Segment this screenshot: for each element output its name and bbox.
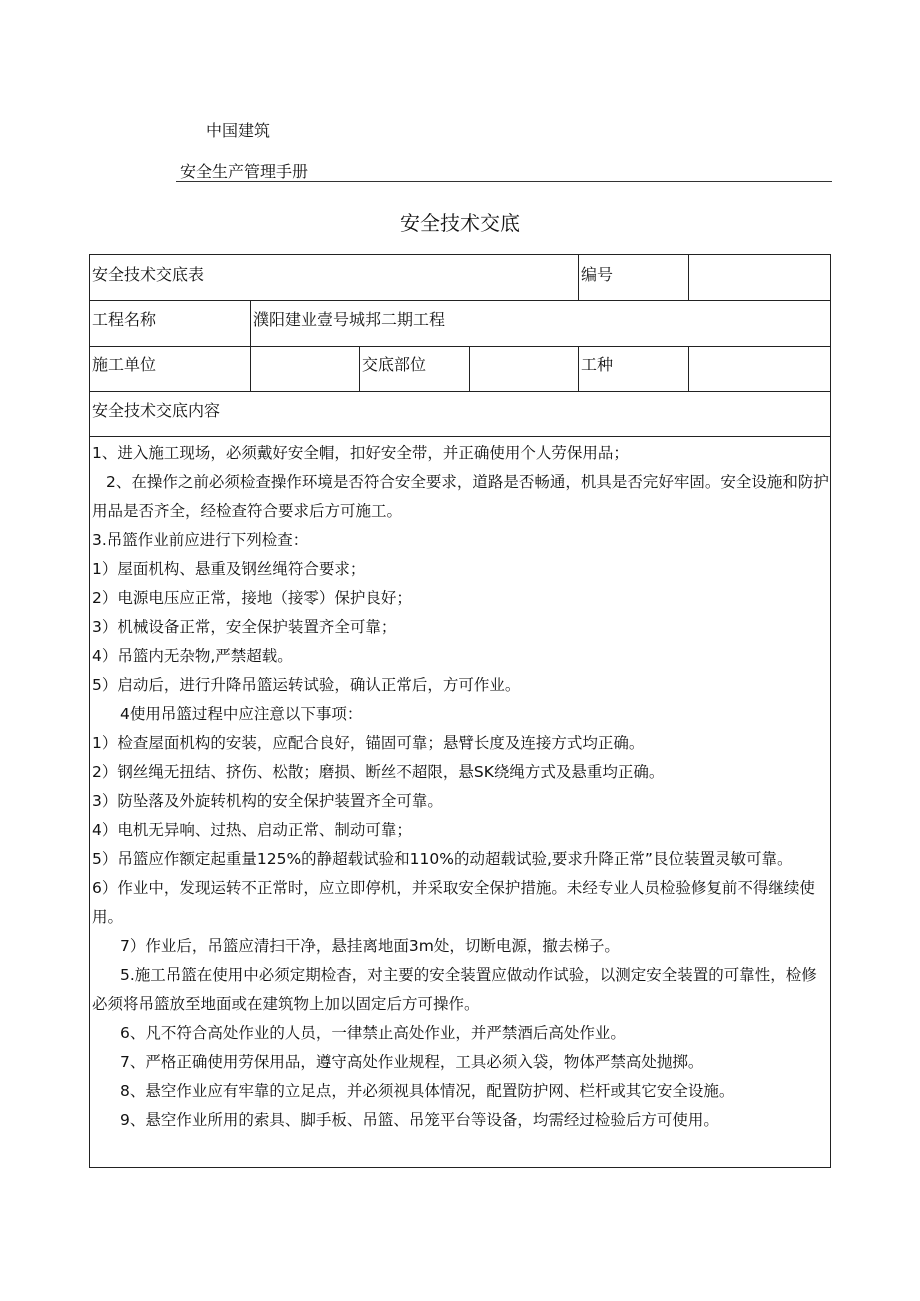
content-paragraph: 8、悬空作业应有牢靠的立足点，并必须视具体情况，配置防护网、栏杆或其它安全设施。 [120,1082,735,1100]
column-divider [359,346,360,391]
content-paragraph: 2）钢丝绳无扭结、挤伤、松散；磨损、断丝不超限，悬SK绕绳方式及悬重均正确。 [92,763,665,781]
column-divider [578,346,579,391]
trade-label: 工种 [581,355,614,374]
content-paragraph: 1、进入施工现场，必须戴好安全帽，扣好安全带，并正确使用个人劳保用品； [92,444,629,462]
column-divider [688,255,689,300]
location-label: 交底部位 [362,355,427,374]
row-divider [90,391,830,392]
form-title: 安全技术交底表 [92,265,205,284]
row-divider [90,436,830,437]
content-paragraph: 4）电机无异响、过热、启动正常、制动可靠； [92,821,412,839]
content-paragraph: 2、在操作之前必须检查操作环境是否符合安全要求，道路是否畅通，机具是否完好牢固。安全设施和防护用品是否齐全，经检查符合要求后方可施工。 [92,473,829,520]
manual-title: 安全生产管理手册 [180,162,309,181]
column-divider [688,346,689,391]
content-paragraph: 1）屋面机构、悬重及钢丝绳符合要求； [92,560,366,578]
briefing-content [92,439,830,1135]
organization-name: 中国建筑 [206,121,271,140]
construction-unit-label: 施工单位 [92,355,157,374]
row-divider [90,346,830,347]
project-name-label: 工程名称 [92,310,157,329]
content-paragraph: 3.吊篮作业前应进行下列检查： [92,531,309,549]
content-paragraph: 5.施工吊篮在使用中必须定期检杳，对主要的安全装置应做动作试验，以测定安全装置的可靠性，检修必须将吊篮放至地面或在建筑物上加以固定后方可操作。 [92,966,817,1013]
column-divider [578,255,579,300]
column-divider [250,300,251,346]
content-label: 安全技术交底内容 [92,401,221,420]
content-paragraph: 1）检查屋面机构的安装，应配合良好，锚固可靠；悬臂长度及连接方式均正确。 [92,734,645,752]
column-divider [469,346,470,391]
content-paragraph: 7、严格正确使用劳保用品，遵守高处作业规程，工具必须入袋，物体严禁高处抛掷。 [120,1053,704,1071]
content-paragraph: 7）作业后，吊篮应清扫干净，悬挂离地面3m处，切断电源，撤去梯子。 [120,937,620,955]
content-paragraph: 4）吊篮内无杂物,严禁超载。 [92,647,293,665]
safety-briefing-form [89,254,831,1168]
content-paragraph: 6）作业中，发现运转不正常时，应立即停机，并采取安全保护措施。未经专业人员检验修复前不得继续使用。 [92,879,815,926]
content-paragraph: 5）吊篮应作额定起重量125%的静超载试验和110%的动超载试验,要求升降正常”艮位装置灵敏可靠。 [92,850,793,868]
number-label: 编号 [581,265,614,284]
content-paragraph: 2）电源电压应正常，接地（接零）保护良好； [92,589,412,607]
content-paragraph: 5）启动后，进行升降吊篮运转试验，确认正常后，方可作业。 [92,676,521,694]
content-paragraph: 3）防坠落及外旋转机构的安全保护装置齐全可靠。 [92,792,443,810]
content-paragraph: 9、悬空作业所用的索具、脚手板、吊篮、吊笼平台等设备，均需经过检验后方可使用。 [120,1111,719,1129]
header-divider [176,181,832,182]
project-name-value: 濮阳建业壹号城邦二期工程 [253,310,446,329]
document-title: 安全技术交底 [400,211,520,235]
column-divider [250,346,251,391]
content-paragraph: 6、凡不符合高处作业的人员，一律禁止高处作业，并严禁酒后高处作业。 [120,1024,626,1042]
content-paragraph: 4使用吊篮过程中应注意以下事项： [120,705,363,723]
content-paragraph: 3）机械设备正常，安全保护装置齐全可靠； [92,618,397,636]
row-divider [90,300,830,301]
